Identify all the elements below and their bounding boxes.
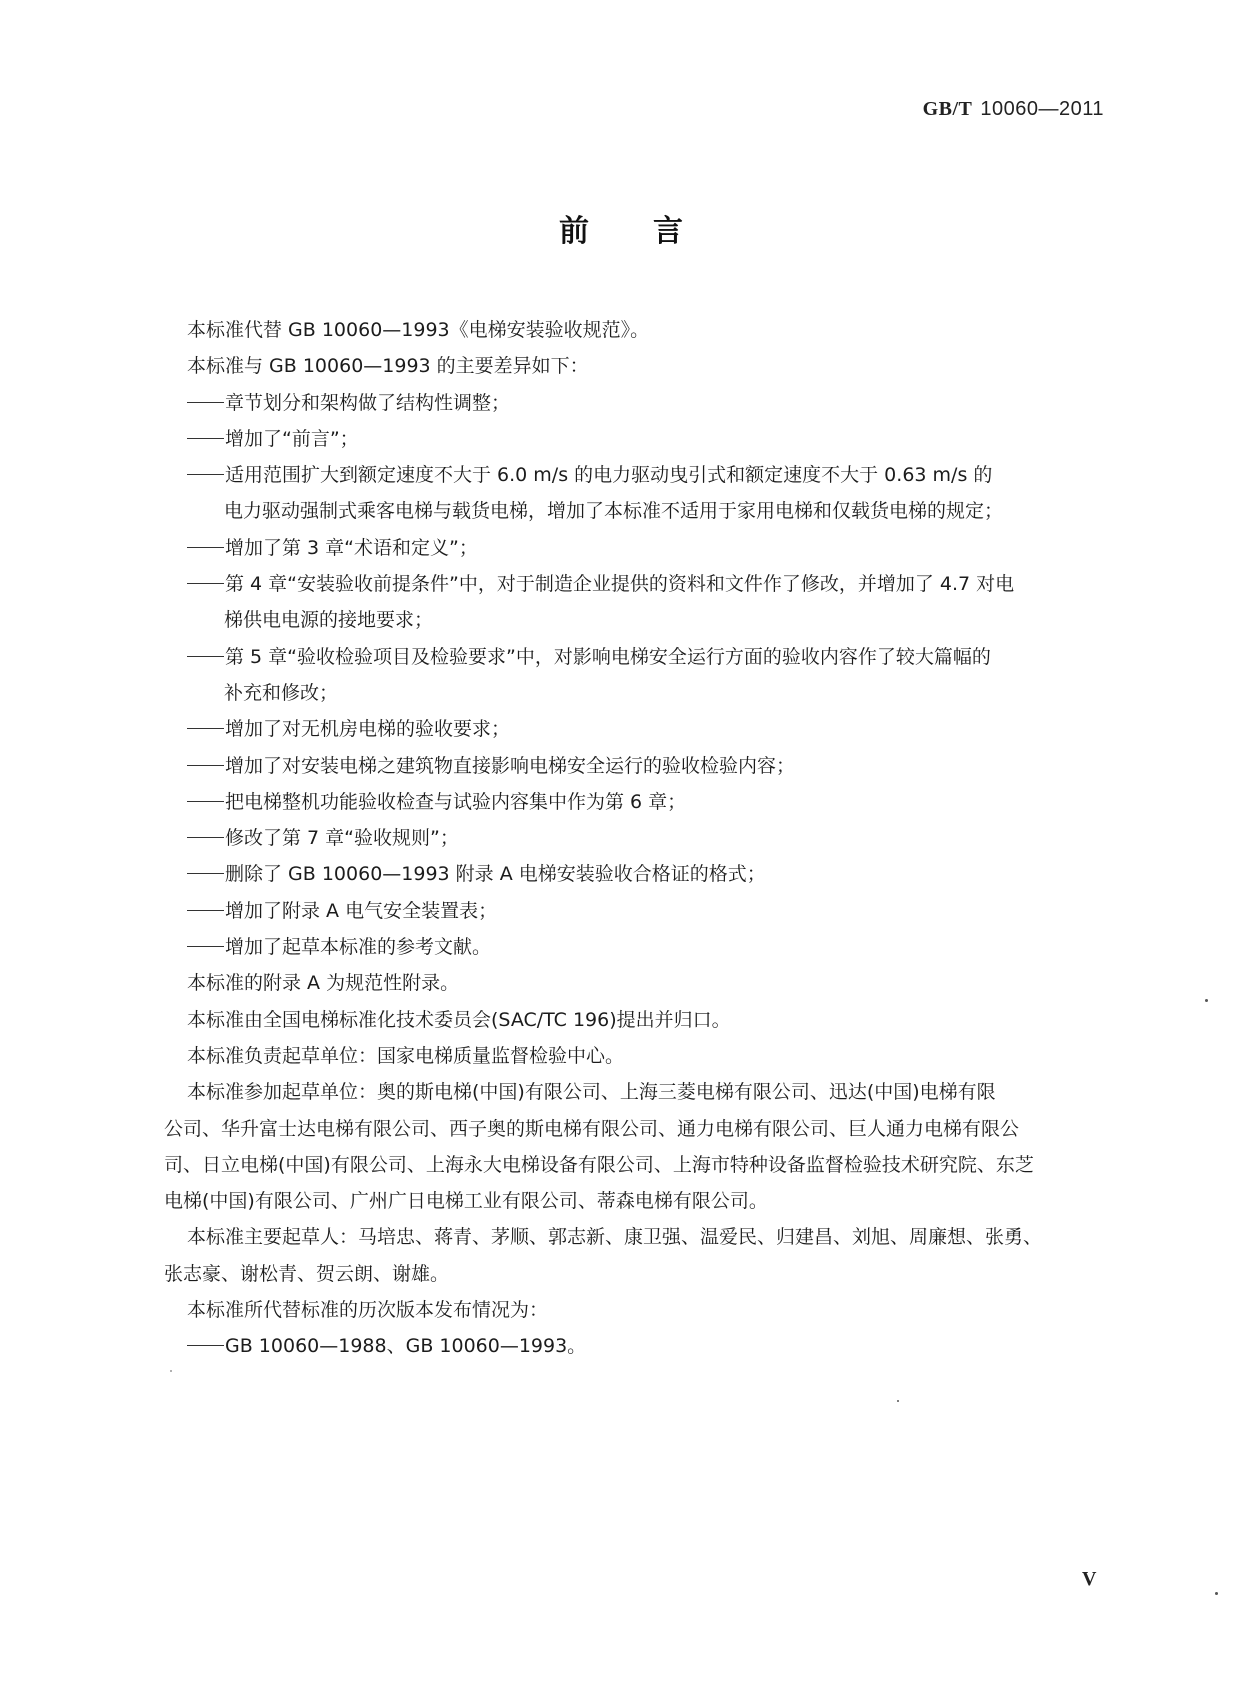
- foreword-body: [164, 312, 1114, 1365]
- line-text: 把电梯整机功能验收检查与试验内容集中作为第 6 章；: [225, 790, 687, 813]
- em-dash-marker: [187, 583, 224, 584]
- paragraph-line: [164, 965, 1114, 1001]
- paragraph-continuation: [164, 1111, 1114, 1147]
- line-text: 公司、华升富士达电梯有限公司、西子奥的斯电梯有限公司、通力电梯有限公司、巨人通力电梯有限公: [164, 1117, 1020, 1140]
- list-item: [164, 457, 1114, 493]
- line-text: 增加了起草本标准的参考文献。: [225, 936, 492, 959]
- paragraph-line: [164, 1038, 1114, 1074]
- line-text: 增加了第 3 章“术语和定义”；: [225, 536, 478, 559]
- line-text: 增加了对安装电梯之建筑物直接影响电梯安全运行的验收检验内容；: [225, 754, 796, 777]
- standard-number: 10060—2011: [980, 98, 1104, 120]
- standard-code: [923, 98, 1104, 121]
- em-dash-marker: [187, 910, 224, 911]
- line-text: 电力驱动强制式乘客电梯与载货电梯，增加了本标准不适用于家用电梯和仅载货电梯的规定；: [224, 500, 1004, 523]
- scan-speck: [1215, 1592, 1218, 1595]
- paragraph-line: [164, 1292, 1114, 1328]
- line-text: 电梯(中国)有限公司、广州广日电梯工业有限公司、蒂森电梯有限公司。: [164, 1190, 768, 1213]
- page-number: V: [1082, 1568, 1097, 1590]
- paragraph-line: [164, 1219, 1114, 1255]
- line-text: 章节划分和架构做了结构性调整；: [225, 391, 511, 414]
- list-item-continuation: [164, 493, 1114, 529]
- list-item: [164, 784, 1114, 820]
- line-text: 本标准主要起草人：马培忠、蒋青、茅顺、郭志新、康卫强、温爱民、归建昌、刘旭、周廉想、张勇、: [187, 1226, 1043, 1249]
- list-item: [164, 566, 1114, 602]
- em-dash-marker: [187, 728, 224, 729]
- paragraph-line: [164, 348, 1114, 384]
- line-text: 本标准与 GB 10060—1993 的主要差异如下：: [187, 355, 589, 378]
- em-dash-marker: [187, 656, 224, 657]
- list-item: [164, 1328, 1114, 1364]
- line-text: 本标准代替 GB 10060—1993《电梯安装验收规范》。: [187, 319, 650, 341]
- standard-prefix: GB/T: [922, 98, 973, 120]
- line-text: 本标准所代替标准的历次版本发布情况为：: [187, 1299, 549, 1322]
- em-dash-marker: [187, 765, 224, 766]
- line-text: 增加了对无机房电梯的验收要求；: [225, 718, 511, 741]
- line-text: 增加了附录 A 电气安全装置表；: [225, 899, 498, 922]
- scan-speck: [897, 1400, 899, 1402]
- em-dash-marker: [187, 402, 224, 403]
- list-item: [164, 893, 1114, 929]
- paragraph-line: [164, 1002, 1114, 1038]
- line-text: 本标准由全国电梯标准化技术委员会(SAC/TC 196)提出并归口。: [187, 1008, 731, 1031]
- em-dash-marker: [187, 1345, 224, 1346]
- page-title: 前言: [559, 214, 747, 249]
- list-item: [164, 639, 1114, 675]
- scan-speck: [170, 1370, 172, 1372]
- list-item-continuation: [164, 675, 1114, 711]
- line-text: 第 5 章“验收检验项目及检验要求”中，对影响电梯安全运行方面的验收内容作了较大篇幅的: [225, 645, 991, 668]
- scan-speck: [1205, 999, 1208, 1002]
- line-text: 本标准的附录 A 为规范性附录。: [187, 972, 460, 995]
- line-text: 梯供电电源的接地要求；: [224, 609, 434, 632]
- list-item: [164, 711, 1114, 747]
- list-item: [164, 820, 1114, 856]
- paragraph-continuation: [164, 1147, 1114, 1183]
- line-text: 删除了 GB 10060—1993 附录 A 电梯安装验收合格证的格式；: [225, 863, 766, 886]
- line-text: GB 10060—1988、GB 10060—1993。: [225, 1335, 587, 1358]
- line-text: 补充和修改；: [224, 681, 339, 704]
- line-text: 适用范围扩大到额定速度不大于 6.0 m/s 的电力驱动曳引式和额定速度不大于 0.63 m/s 的: [225, 464, 993, 487]
- em-dash-marker: [187, 801, 224, 802]
- list-item: [164, 421, 1114, 457]
- em-dash-marker: [187, 946, 224, 947]
- line-text: 本标准参加起草单位：奥的斯电梯(中国)有限公司、上海三菱电梯有限公司、迅达(中国)电梯有限: [187, 1081, 996, 1104]
- em-dash-marker: [187, 873, 224, 874]
- paragraph-continuation: [164, 1183, 1114, 1219]
- em-dash-marker: [187, 438, 224, 439]
- em-dash-marker: [187, 547, 224, 548]
- em-dash-marker: [187, 474, 224, 475]
- line-text: 张志豪、谢松青、贺云朗、谢雄。: [164, 1262, 450, 1285]
- line-text: 修改了第 7 章“验收规则”；: [225, 827, 459, 850]
- paragraph-line: [164, 312, 1114, 348]
- list-item: [164, 530, 1114, 566]
- line-text: 司、日立电梯(中国)有限公司、上海永大电梯设备有限公司、上海市特种设备监督检验技术研究院、东芝: [164, 1153, 1034, 1176]
- list-item: [164, 748, 1114, 784]
- line-text: 第 4 章“安装验收前提条件”中，对于制造企业提供的资料和文件作了修改，并增加了 4.7 对电: [225, 573, 1015, 596]
- paragraph-line: [164, 1074, 1114, 1110]
- line-text: 增加了“前言”；: [225, 427, 359, 450]
- em-dash-marker: [187, 837, 224, 838]
- paragraph-continuation: [164, 1256, 1114, 1292]
- line-text: 本标准负责起草单位：国家电梯质量监督检验中心。: [187, 1044, 625, 1067]
- list-item: [164, 856, 1114, 892]
- list-item: [164, 385, 1114, 421]
- list-item-continuation: [164, 602, 1114, 638]
- list-item: [164, 929, 1114, 965]
